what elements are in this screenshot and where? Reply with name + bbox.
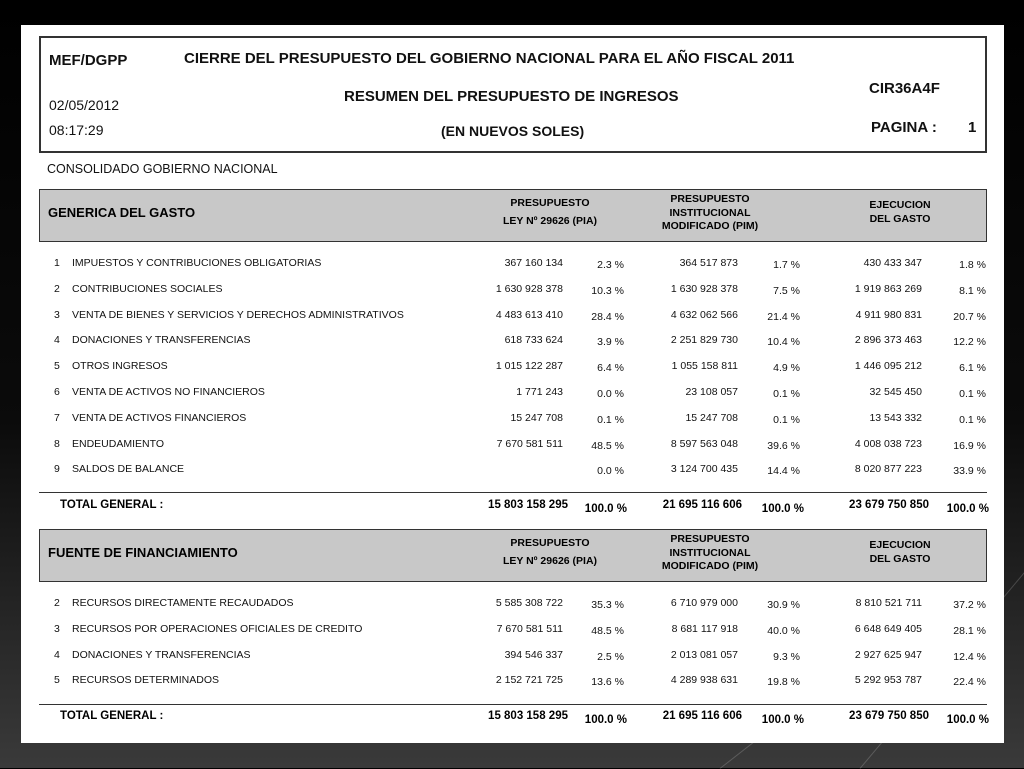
col-header-pim: PRESUPUESTO INSTITUCIONAL MODIFICADO (PIM)	[661, 193, 759, 232]
table-row	[21, 412, 1004, 430]
row-label: RECURSOS DETERMINADOS	[72, 674, 220, 687]
row-pia-pct: 13.6 %	[591, 676, 624, 689]
row-pia-pct: 0.0 %	[597, 465, 624, 478]
row-pia-pct: 0.0 %	[597, 388, 624, 400]
row-label: DONACIONES Y TRANSFERENCIAS	[72, 648, 251, 661]
row-pia: 394 546 337	[504, 648, 563, 661]
section-title: GENERICA DEL GASTO	[48, 205, 196, 220]
row-ejec: 2 896 373 463	[854, 334, 922, 347]
row-ejec: 430 433 347	[863, 257, 922, 269]
table-row	[21, 257, 1004, 275]
total-rule	[39, 704, 987, 705]
col-header-pia: PRESUPUESTO LEY Nº 29626 (PIA)	[502, 537, 598, 567]
row-pim-pct: 21.4 %	[767, 310, 800, 323]
row-pim: 4 289 938 631	[670, 674, 738, 687]
row-label: VENTA DE ACTIVOS NO FINANCIEROS	[72, 386, 265, 398]
row-ejec: 1 446 095 212	[854, 360, 922, 373]
row-label: ENDEUDAMIENTO	[72, 437, 164, 450]
total-pim: 21 695 116 606	[662, 710, 742, 722]
total-pia-pct: 100.0 %	[584, 714, 627, 726]
table-row	[21, 438, 1004, 456]
row-number: 9	[54, 463, 60, 476]
row-pim: 8 681 117 918	[671, 622, 738, 635]
row-pia-pct: 2.5 %	[597, 650, 624, 663]
row-label: IMPUESTOS Y CONTRIBUCIONES OBLIGATORIAS	[72, 257, 322, 269]
row-label: RECURSOS DIRECTAMENTE RECAUDADOS	[72, 597, 294, 609]
table-row	[21, 674, 1004, 692]
row-number: 3	[54, 308, 60, 321]
row-pim: 1 055 158 811	[671, 360, 738, 373]
row-number: 4	[54, 648, 60, 661]
row-pim: 8 597 563 048	[670, 437, 738, 450]
row-ejec-pct: 20.7 %	[953, 310, 986, 323]
total-ejec: 23 679 750 850	[849, 710, 929, 722]
row-ejec: 4 911 980 831	[855, 308, 922, 321]
row-pim-pct: 0.1 %	[773, 388, 800, 400]
row-pia: 1 015 122 287	[495, 360, 563, 373]
row-ejec-pct: 28.1 %	[953, 624, 986, 637]
table-row	[21, 463, 1004, 481]
col-header-pim: PRESUPUESTO INSTITUCIONAL MODIFICADO (PIM)	[661, 533, 759, 572]
row-ejec-pct: 37.2 %	[953, 599, 986, 611]
row-pim: 364 517 873	[679, 257, 738, 269]
row-ejec-pct: 16.9 %	[953, 439, 986, 452]
row-pim: 23 108 057	[685, 386, 738, 398]
total-pia: 15 803 158 295	[488, 499, 568, 511]
row-ejec-pct: 0.1 %	[959, 388, 986, 400]
total-pia: 15 803 158 295	[488, 710, 568, 722]
report-subtitle: RESUMEN DEL PRESUPUESTO DE INGRESOS	[344, 88, 679, 105]
total-label: TOTAL GENERAL :	[60, 710, 164, 722]
row-pim: 15 247 708	[685, 411, 738, 424]
row-ejec-pct: 12.2 %	[953, 336, 986, 349]
row-number: 4	[54, 334, 60, 347]
row-pim-pct: 39.6 %	[767, 439, 800, 452]
row-ejec-pct: 12.4 %	[953, 650, 986, 663]
row-number: 2	[54, 597, 60, 609]
row-label: RECURSOS POR OPERACIONES OFICIALES DE CREDITO	[72, 622, 363, 635]
row-label: CONTRIBUCIONES SOCIALES	[72, 282, 223, 295]
row-label: VENTA DE BIENES Y SERVICIOS Y DERECHOS ADMINISTRATIVOS	[72, 308, 404, 321]
row-pia-pct: 48.5 %	[591, 439, 624, 452]
total-pia-pct: 100.0 %	[584, 503, 627, 515]
row-ejec: 32 545 450	[869, 386, 922, 398]
table-row	[21, 283, 1004, 301]
report-time: 08:17:29	[49, 122, 104, 138]
table-row	[21, 334, 1004, 352]
org-code: MEF/DGPP	[49, 52, 128, 69]
col-header-ejec: EJECUCION DEL GASTO	[869, 539, 931, 565]
row-number: 3	[54, 622, 60, 635]
row-label: DONACIONES Y TRANSFERENCIAS	[72, 334, 251, 347]
total-pim: 21 695 116 606	[662, 499, 742, 511]
row-pia-pct: 0.1 %	[597, 413, 624, 426]
row-ejec-pct: 0.1 %	[959, 413, 986, 426]
row-ejec-pct: 8.1 %	[959, 284, 986, 297]
row-number: 5	[54, 674, 60, 687]
row-label: OTROS INGRESOS	[72, 360, 168, 373]
col-header-pia: PRESUPUESTO LEY Nº 29626 (PIA)	[502, 197, 598, 227]
row-pim-pct: 19.8 %	[767, 676, 800, 689]
row-number: 1	[54, 257, 60, 269]
table-row	[21, 386, 1004, 404]
row-label: SALDOS DE BALANCE	[72, 463, 185, 476]
row-pia: 367 160 134	[504, 257, 563, 269]
row-pia: 7 670 581 511	[496, 437, 563, 450]
row-number: 5	[54, 360, 60, 373]
row-pia-pct: 2.3 %	[597, 259, 624, 271]
row-number: 2	[54, 282, 60, 295]
table-row	[21, 309, 1004, 327]
row-number: 6	[54, 386, 60, 398]
row-pim-pct: 7.5 %	[773, 284, 800, 297]
row-pia: 1 771 243	[516, 386, 563, 398]
row-pim: 1 630 928 378	[670, 282, 738, 295]
row-ejec: 6 648 649 405	[854, 622, 922, 635]
row-pia-pct: 6.4 %	[597, 362, 624, 375]
section-header-generica	[39, 189, 987, 242]
row-ejec: 8 020 877 223	[854, 463, 922, 476]
total-label: TOTAL GENERAL :	[60, 499, 164, 511]
row-pim: 6 710 979 000	[670, 597, 738, 609]
row-pia: 618 733 624	[504, 334, 563, 347]
currency-note: (EN NUEVOS SOLES)	[441, 123, 585, 139]
page-number: 1	[968, 119, 977, 136]
row-pim-pct: 10.4 %	[767, 336, 800, 349]
row-ejec-pct: 1.8 %	[959, 259, 986, 271]
row-pim: 2 251 829 730	[670, 334, 738, 347]
row-ejec: 2 927 625 947	[854, 648, 922, 661]
row-pia-pct: 10.3 %	[591, 284, 624, 297]
section-title: FUENTE DE FINANCIAMIENTO	[48, 545, 238, 560]
row-pia-pct: 48.5 %	[591, 624, 624, 637]
table-row	[21, 360, 1004, 378]
row-pia: 7 670 581 511	[496, 622, 563, 635]
row-ejec-pct: 33.9 %	[953, 465, 986, 478]
col-header-ejec: EJECUCION DEL GASTO	[869, 199, 931, 225]
row-pim-pct: 0.1 %	[773, 413, 800, 426]
page-label: PAGINA :	[871, 119, 937, 136]
row-pia: 2 152 721 725	[495, 674, 563, 687]
row-ejec-pct: 22.4 %	[953, 676, 986, 689]
total-ejec: 23 679 750 850	[849, 499, 929, 511]
section-header-fuente	[39, 529, 987, 582]
row-pim-pct: 9.3 %	[773, 650, 800, 663]
row-ejec: 4 008 038 723	[854, 437, 922, 450]
row-number: 8	[54, 437, 60, 450]
row-pia: 4 483 613 410	[495, 308, 563, 321]
row-pim-pct: 14.4 %	[767, 465, 800, 478]
total-ejec-pct: 100.0 %	[946, 503, 989, 515]
row-pim: 3 124 700 435	[670, 463, 738, 476]
total-ejec-pct: 100.0 %	[946, 714, 989, 726]
report-date: 02/05/2012	[49, 97, 120, 113]
row-pim-pct: 4.9 %	[773, 362, 800, 375]
report-page	[21, 25, 1004, 743]
row-ejec: 8 810 521 711	[855, 597, 922, 609]
row-pia-pct: 28.4 %	[591, 310, 624, 323]
row-label: VENTA DE ACTIVOS FINANCIEROS	[72, 411, 247, 424]
report-header	[39, 36, 987, 153]
row-pia-pct: 3.9 %	[597, 336, 624, 349]
table-row	[21, 597, 1004, 615]
report-title: CIERRE DEL PRESUPUESTO DEL GOBIERNO NACIONAL PARA EL AÑO FISCAL 2011	[184, 50, 795, 67]
table-row	[21, 649, 1004, 667]
total-pim-pct: 100.0 %	[761, 714, 804, 726]
row-pim-pct: 1.7 %	[773, 259, 800, 271]
row-ejec: 5 292 953 787	[854, 674, 922, 687]
table-row	[21, 623, 1004, 641]
row-pia-pct: 35.3 %	[591, 599, 624, 611]
row-pia: 1 630 928 378	[495, 282, 563, 295]
row-pim: 2 013 081 057	[670, 648, 738, 661]
row-pim-pct: 40.0 %	[767, 624, 800, 637]
total-rule	[39, 492, 987, 493]
report-code: CIR36A4F	[869, 80, 940, 97]
row-pia: 15 247 708	[510, 411, 563, 424]
row-pim: 4 632 062 566	[670, 308, 738, 321]
row-pia: 5 585 308 722	[495, 597, 563, 609]
row-pim-pct: 30.9 %	[767, 599, 800, 611]
row-ejec: 1 919 863 269	[854, 282, 922, 295]
row-ejec-pct: 6.1 %	[959, 362, 986, 375]
scope-label: CONSOLIDADO GOBIERNO NACIONAL	[47, 162, 278, 176]
row-ejec: 13 543 332	[869, 411, 922, 424]
total-pim-pct: 100.0 %	[761, 503, 804, 515]
row-number: 7	[54, 411, 60, 424]
